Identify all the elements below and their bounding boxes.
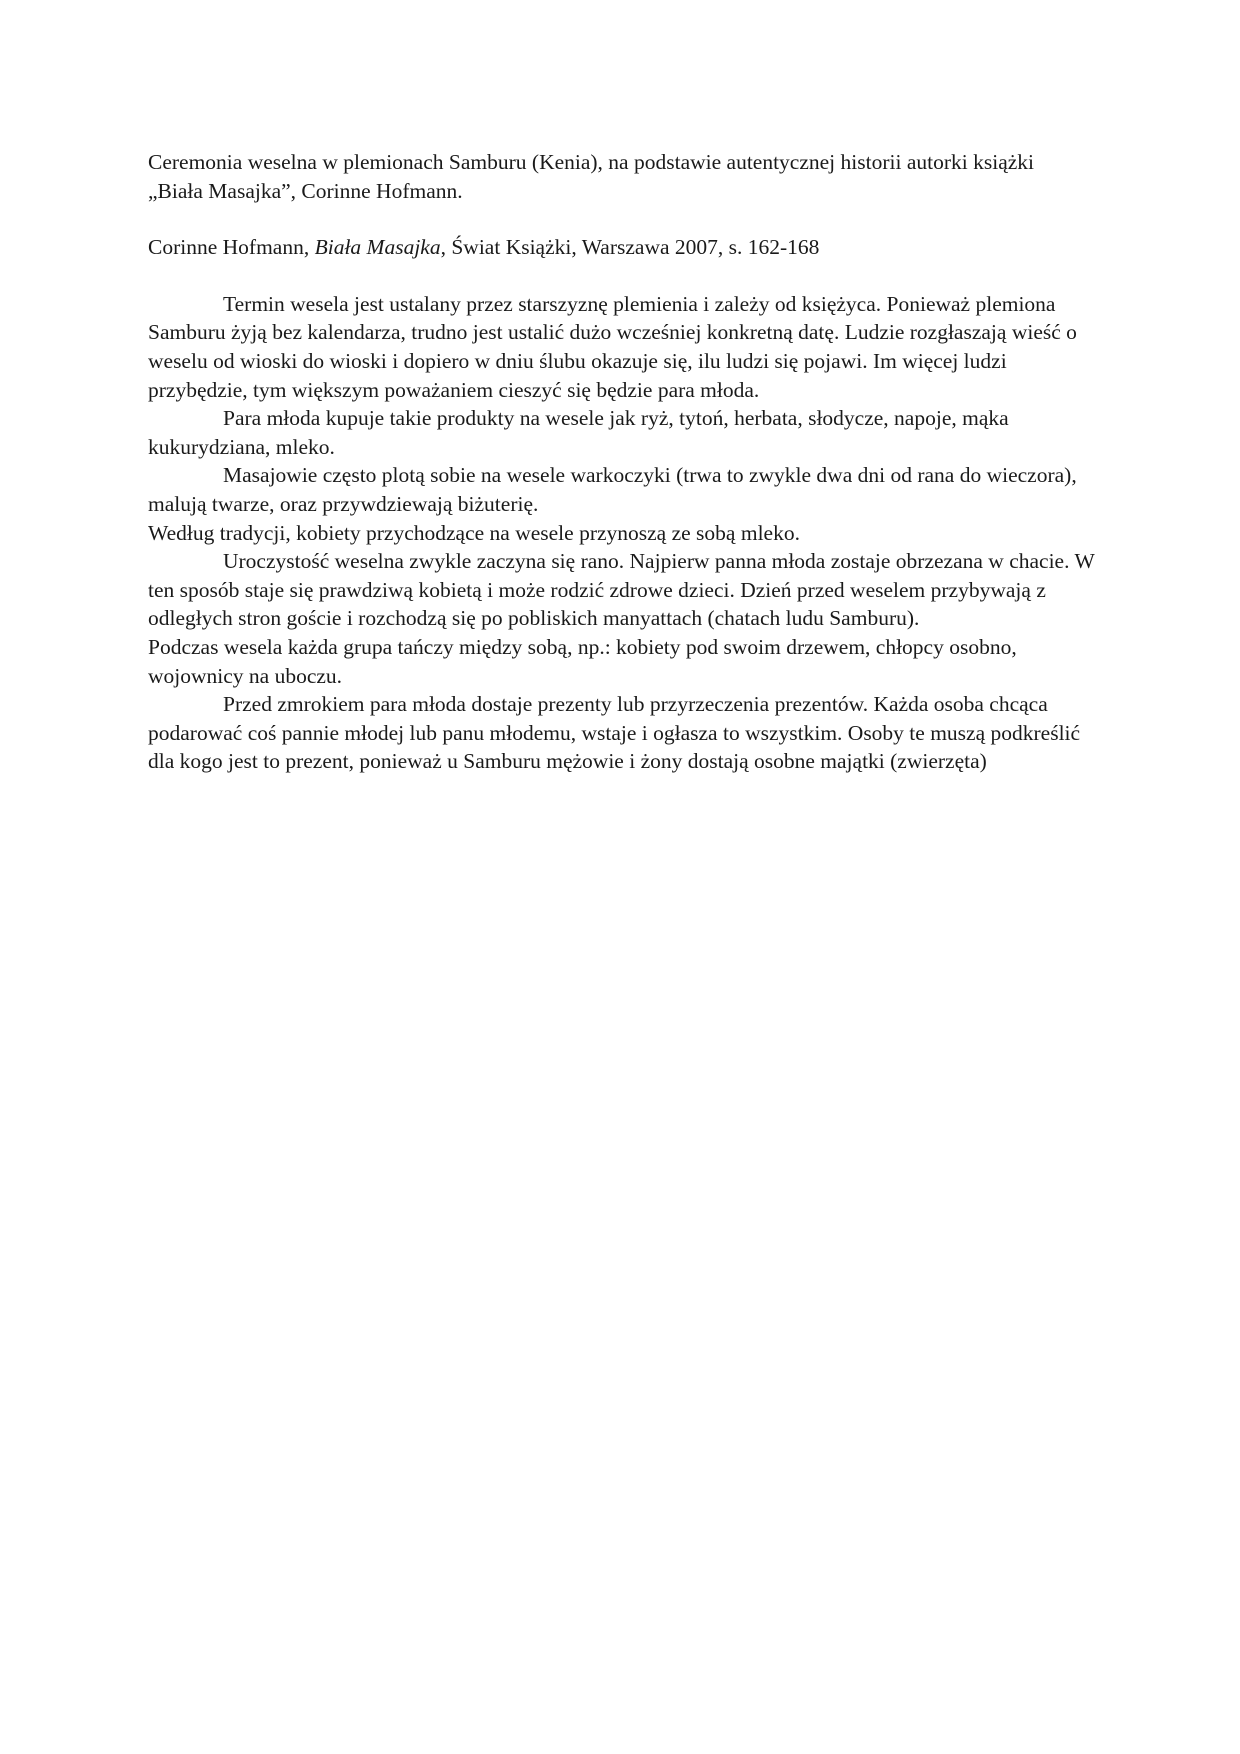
paragraph-preparations: Masajowie często plotą sobie na wesele warkoczyki (trwa to zwykle dwa dni od rana do wieczora), malują twarze, oraz przywdziewają biżuterię. [148,463,1077,516]
source-citation [148,233,1108,262]
citation-publication: , Świat Książki, Warszawa 2007, s. 162-168 [440,235,820,260]
document-page [148,148,1108,776]
paragraph-wedding-date: Termin wesela jest ustalany przez starszyznę plemienia i zależy od księżyca. Ponieważ plemiona Samburu żyją bez kalendarza, trudno jest ustalić dużo wcześniej konkretną datę. Ludzie rozgłaszają wieść o weselu od wioski do wioski i dopiero w dniu ślubu okazuje się, ilu ludzi się pojawi. Im więcej ludzi przybędzie, tym większym poważaniem cieszyć się będzie para młoda. [148,291,1077,402]
paragraph-milk-tradition: Według tradycji, kobiety przychodzące na wesele przynoszą ze sobą mleko. [148,520,800,545]
citation-author: Corinne Hofmann, [148,235,315,260]
paragraph-dancing: Podczas wesela każda grupa tańczy między sobą, np.: kobiety pod swoim drzewem, chłopcy osobno, wojownicy na uboczu. [148,634,1017,688]
paragraph-ceremony: Uroczystość weselna zwykle zaczyna się rano. Najpierw panna młoda zostaje obrzezana w chacie. W ten sposób staje się prawdziwą kobietą i może rodzić zdrowe dzieci. Dzień przed weselem przybywają z odległych stron goście i rozchodzą się po pobliskich manyattach (chatach ludu Samburu). [148,549,1095,631]
body-text [148,290,1108,776]
citation-book-title: Biała Masajka [314,235,441,260]
paragraph-gifts: Przed zmrokiem para młoda dostaje prezenty lub przyrzeczenia prezentów. Każda osoba chcąca podarować coś pannie młodej lub panu młodemu, wstaje i ogłasza to wszystkim. Osoby te muszą podkreślić dla kogo jest to prezent, ponieważ u Samburu mężowie i żony dostają osobne majątki (zwierzęta) [148,692,1081,774]
document-heading: Ceremonia weselna w plemionach Samburu (Kenia), na podstawie autentycznej historii autorki książki „Biała Masajka”, Corinne Hofmann. [148,150,1035,203]
paragraph-wedding-products: Para młoda kupuje takie produkty na wesele jak ryż, tytoń, herbata, słodycze, napoje, mąka kukurydziana, mleko. [148,406,1009,459]
